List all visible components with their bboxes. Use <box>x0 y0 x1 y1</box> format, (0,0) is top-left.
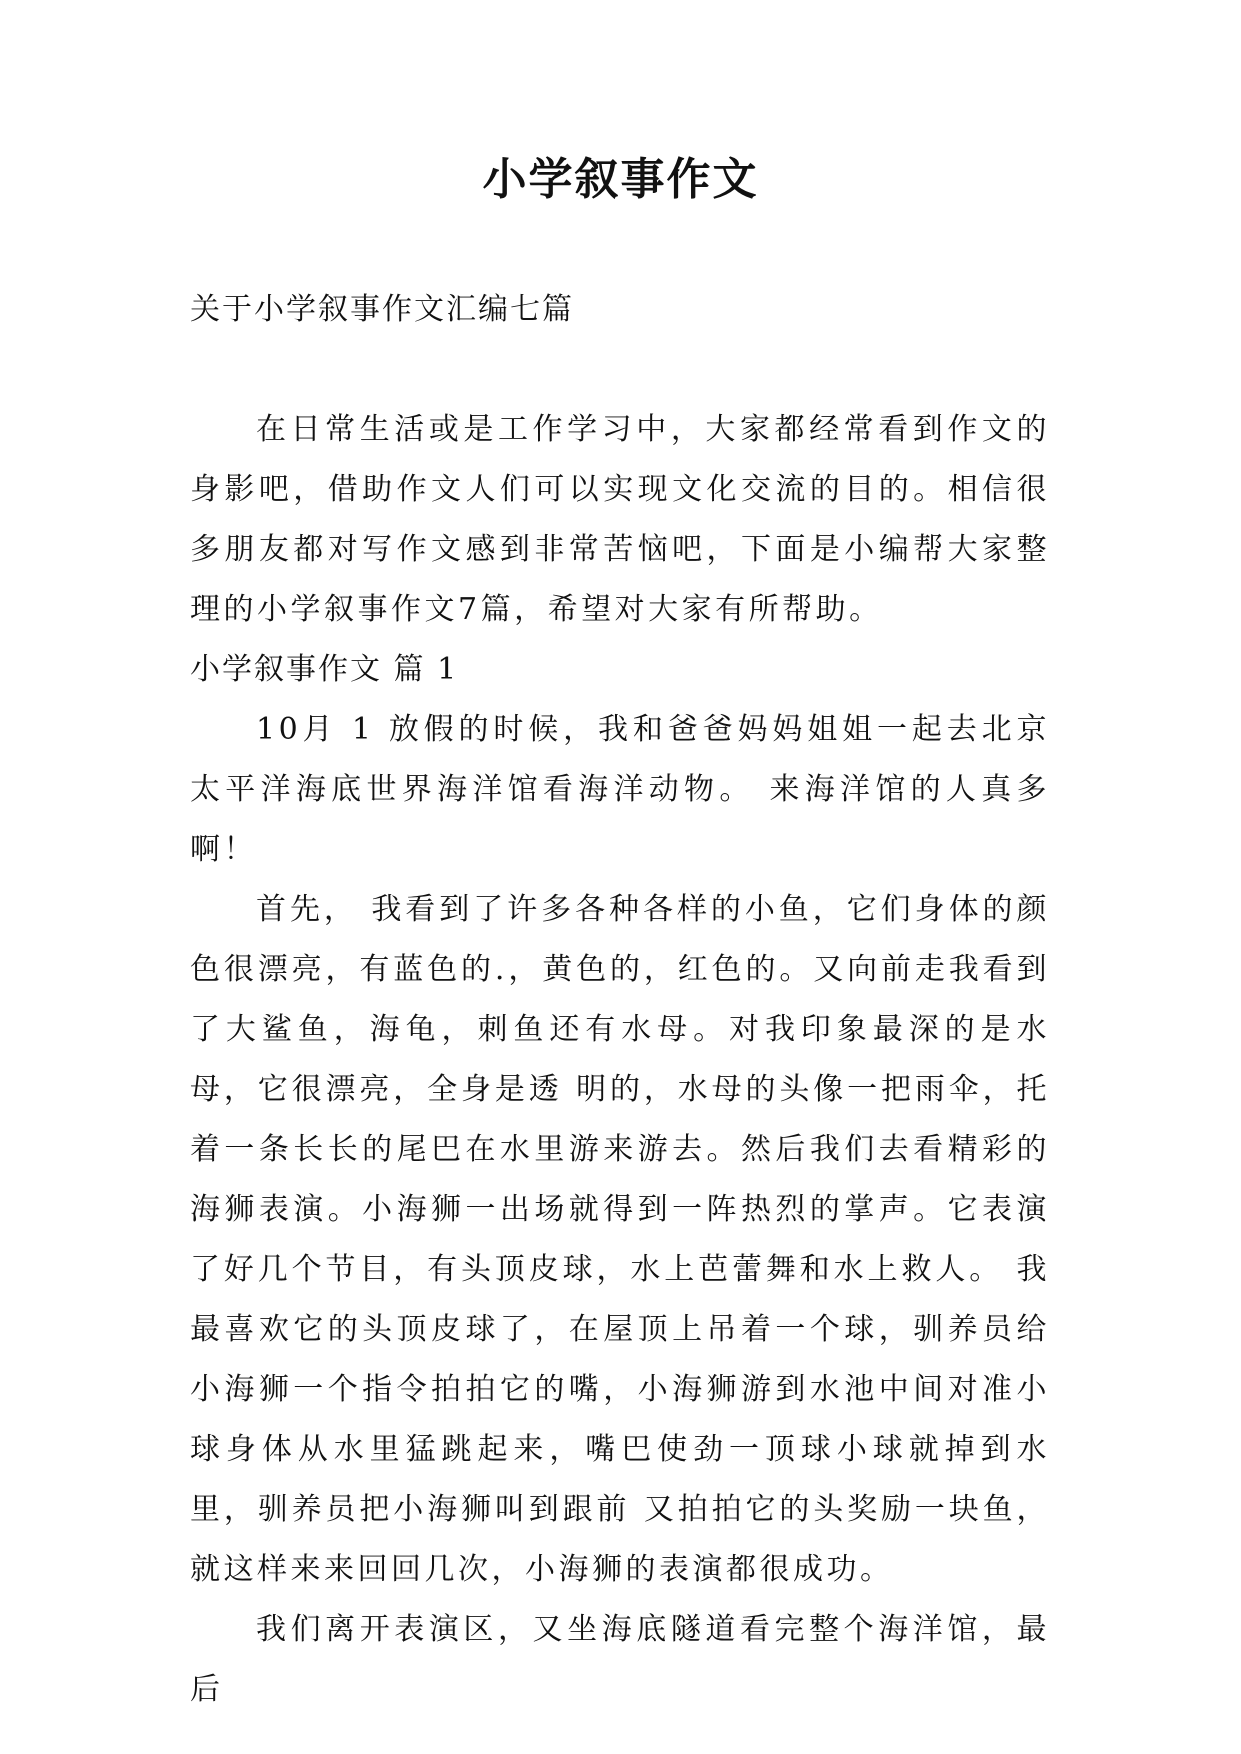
story-paragraph-3: 我们离开表演区，又坐海底隧道看完整个海洋馆，最后 <box>190 1612 1050 1707</box>
story-paragraph-1: 10月 1 放假的时候，我和爸爸妈妈姐姐一起去北京太平洋海底世界海洋馆看海洋动物。 来海洋馆的人真多啊！ <box>190 712 1050 867</box>
document-subtitle: 关于小学叙事作文汇编七篇 <box>190 292 574 327</box>
document-body <box>190 400 1050 1720</box>
intro-paragraph: 在日常生活或是工作学习中，大家都经常看到作文的身影吧，借助作文人们可以实现文化交流的目的。相信很多朋友都对写作文感到非常苦恼吧，下面是小编帮大家整理的小学叙事作文7篇，希望对大家有所帮助。 <box>190 412 1050 627</box>
story-paragraph-2: 首先， 我看到了许多各种各样的小鱼，它们身体的颜色很漂亮，有蓝色的.，黄色的，红色的。又向前走我看到了大鲨鱼，海龟，刺鱼还有水母。对我印象最深的是水母，它很漂亮，全身是透 明的，水母的头像一把雨伞，托着一条长长的尾巴在水里游来游去。然后我们去看精彩的海狮表演。小海狮一出场就得到一阵热烈的掌声。它表演了好几个节目，有头顶皮球，水上芭蕾舞和水上救人。 我最喜欢它的头顶皮球了，在屋顶上吊着一个球，驯养员给小海狮一个指令拍拍它的嘴，小海狮游到水池中间对准小球身体从水里猛跳起来，嘴巴使劲一顶球小球就掉到水里，驯养员把小海狮叫到跟前 又拍拍它的头奖励一块鱼，就这样来来回回几次，小海狮的表演都很成功。 <box>190 892 1050 1587</box>
section-heading: 小学叙事作文 篇 1 <box>190 652 459 687</box>
document-title: 小学叙事作文 <box>482 154 759 205</box>
